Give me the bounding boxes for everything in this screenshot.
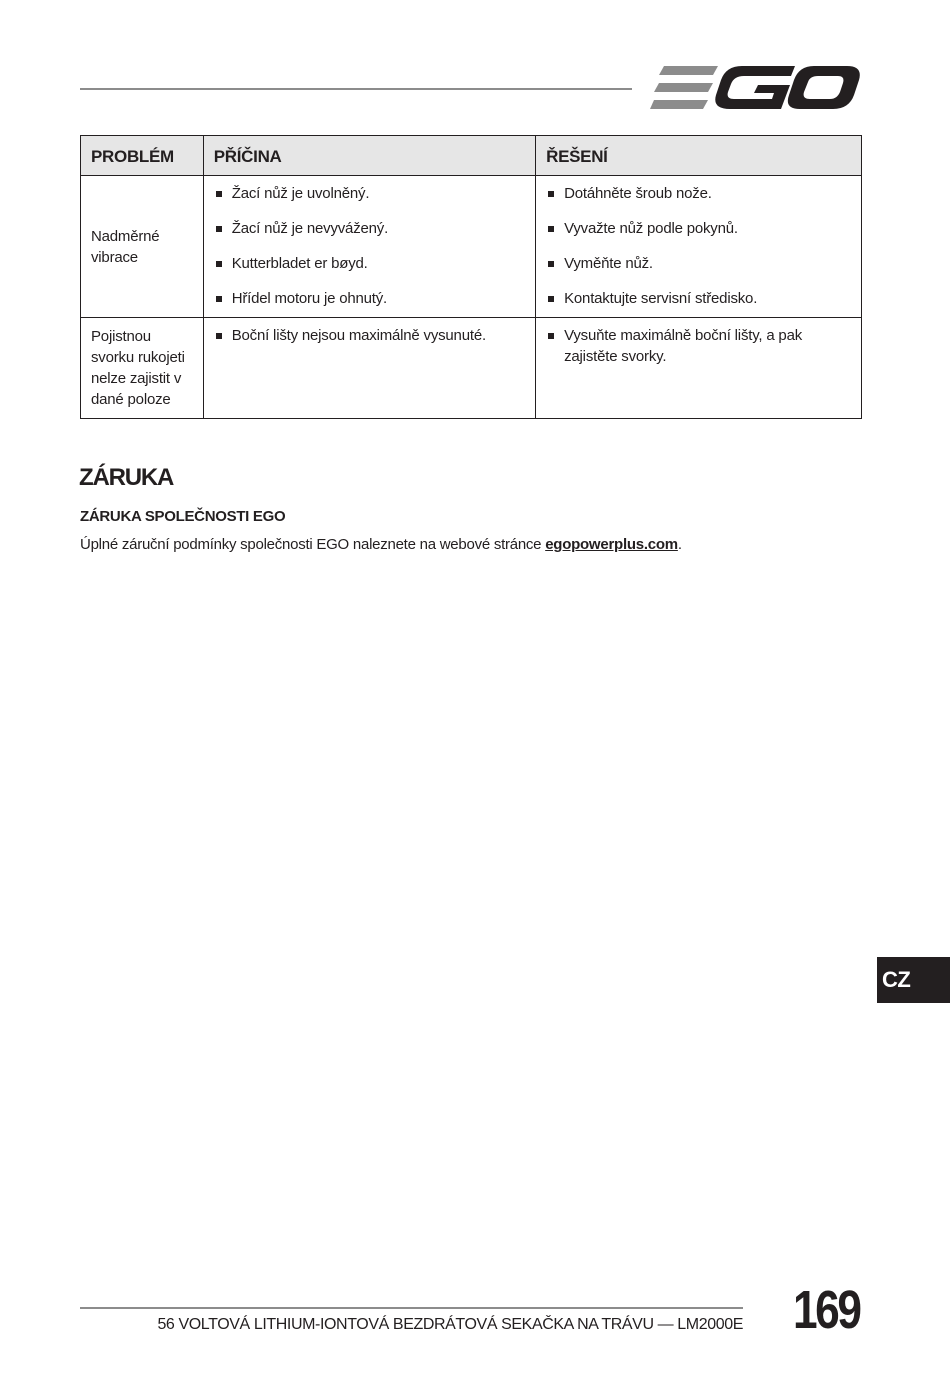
footer-title: 56 VOLTOVÁ LITHIUM-IONTOVÁ BEZDRÁTOVÁ SEKAČKA NA TRÁVU — LM2000E: [157, 1316, 743, 1333]
problem-cell: Nadměrné vibrace: [81, 176, 204, 318]
section-subtitle: ZÁRUKA SPOLEČNOSTI EGO: [80, 508, 286, 525]
list-item: [546, 325, 851, 367]
problem-cell: Pojistnou svorku rukojeti nelze zajistit v dané poloze: [81, 318, 204, 419]
list-item: [546, 218, 851, 239]
cause-text: Kutterbladet er bøyd.: [231, 255, 368, 272]
logo-e-stripe-mid: [654, 83, 713, 92]
solution-text: Kontaktujte servisní středisko.: [564, 290, 758, 307]
logo-e-stripe-bottom: [650, 100, 708, 109]
table-row: [81, 318, 862, 419]
logo-e-stripe-top: [659, 66, 718, 75]
table-row: [81, 176, 862, 318]
cause-cell: [203, 318, 535, 419]
website-link[interactable]: egopowerplus.com: [545, 536, 678, 553]
list-item: [546, 253, 851, 274]
cause-text: Žací nůž je uvolněný.: [231, 185, 370, 202]
list-item: [546, 183, 851, 204]
list-item: [214, 325, 525, 346]
solution-cell: [536, 318, 862, 419]
list-item: [214, 183, 525, 204]
ego-logo: [650, 62, 862, 114]
list-item: [546, 288, 851, 309]
bullet-square-icon: [216, 226, 222, 232]
cause-cell: [203, 176, 535, 318]
list-item: [214, 288, 525, 309]
bullet-square-icon: [216, 296, 222, 302]
bullet-square-icon: [216, 191, 222, 197]
solution-cell: [536, 176, 862, 318]
solution-text: Vyvažte nůž podle pokynů.: [564, 220, 738, 237]
warranty-text: Úplné záruční podmínky společnosti EGO naleznete na webové stránce: [80, 536, 546, 553]
troubleshooting-table: [80, 135, 862, 419]
bullet-square-icon: [216, 261, 222, 267]
cause-text: Boční lišty nejsou maximálně vysunuté.: [231, 327, 486, 344]
bullet-square-icon: [548, 191, 554, 197]
bullet-square-icon: [548, 261, 554, 267]
warranty-paragraph: [80, 536, 682, 553]
cause-text: Žací nůž je nevyvážený.: [231, 220, 389, 237]
bullet-square-icon: [216, 333, 222, 339]
footer-rule: [80, 1307, 743, 1309]
section-title: ZÁRUKA: [79, 464, 174, 491]
language-tab: CZ: [877, 957, 950, 1003]
header-problem: PROBLÉM: [81, 136, 204, 176]
table-header-row: [81, 136, 862, 176]
solution-text: Vysuňte maximálně boční lišty, a pak zajistěte svorky.: [564, 327, 803, 365]
warranty-text-end: .: [677, 536, 682, 553]
bullet-square-icon: [548, 333, 554, 339]
header-rule: [80, 88, 632, 90]
page-number: 169: [793, 1280, 860, 1340]
bullet-square-icon: [548, 226, 554, 232]
cause-text: Hřídel motoru je ohnutý.: [231, 290, 388, 307]
solution-text: Dotáhněte šroub nože.: [564, 185, 712, 202]
header-solution: ŘEŠENÍ: [536, 136, 862, 176]
list-item: [214, 253, 525, 274]
logo-g: [715, 66, 795, 109]
header-cause: PŘÍČINA: [203, 136, 535, 176]
bullet-square-icon: [548, 296, 554, 302]
list-item: [214, 218, 525, 239]
logo-o: [788, 66, 860, 109]
solution-text: Vyměňte nůž.: [564, 255, 653, 272]
